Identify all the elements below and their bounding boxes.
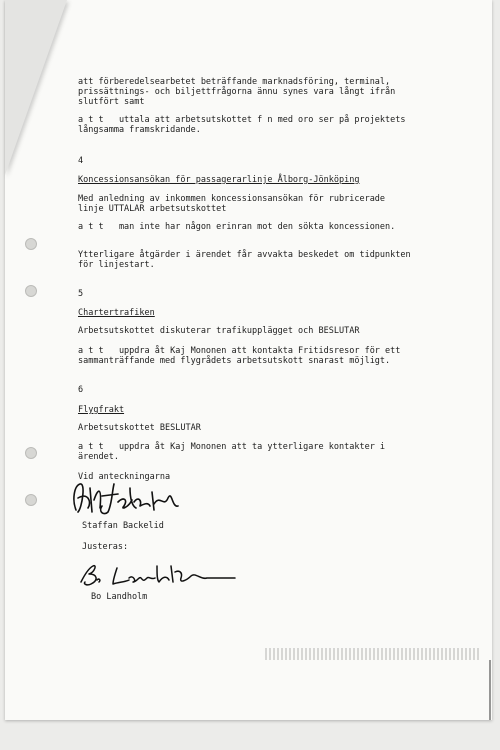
punch-hole (25, 285, 37, 297)
folded-corner (5, 0, 67, 175)
signature-bo-landholm (75, 560, 240, 590)
section-number-6: 6 (78, 385, 84, 395)
section-4-paragraph-2: a t t man inte har någon erinran mot den sökta koncessionen. (78, 222, 396, 232)
document-page (5, 0, 492, 720)
paragraph-concern: a t t uttala att arbetsutskottet f n med oro ser på projektets långsamma framskridande. (78, 115, 406, 135)
section-6-paragraph-1: Arbetsutskottet BESLUTAR (78, 423, 201, 433)
section-5-heading: Chartertrafiken (78, 308, 155, 318)
punch-hole (25, 238, 37, 250)
punch-hole (25, 494, 37, 506)
section-4-heading: Koncessionsansökan för passagerarlinje Ålborg-Jönköping (78, 175, 360, 185)
section-6-heading: Flygfrakt (78, 405, 125, 415)
scan-artifact (265, 648, 480, 660)
scan-edge-mark (489, 660, 491, 720)
section-4-paragraph-3: Ytterligare åtgärder i ärendet får avvakta beskedet om tidpunkten för linjestart. (78, 250, 411, 270)
paragraph-preparatory-work: att förberedelsearbetet beträffande marknadsföring, terminal, prissättnings- och biljettfrågorna ännu synes vara långt ifrån slutfört samt (78, 77, 396, 107)
closing-line: Vid anteckningarna (78, 472, 171, 482)
section-6-paragraph-2: a t t uppdra åt Kaj Mononen att ta ytterligare kontakter i ärendet. (78, 442, 386, 462)
punch-hole (25, 447, 37, 459)
section-number-4: 4 (78, 156, 84, 166)
justeras-label: Justeras: (82, 542, 129, 552)
section-5-paragraph-1: Arbetsutskottet diskuterar trafikupplägget och BESLUTAR (78, 326, 360, 336)
signer-name-2: Bo Landholm (91, 592, 148, 602)
signer-name-1: Staffan Backelid (82, 521, 164, 531)
section-number-5: 5 (78, 289, 84, 299)
section-5-paragraph-2: a t t uppdra åt Kaj Mononen att kontakta Fritidsresor för ett sammanträffande med flygrådets arbetsutskott snarast möjligt. (78, 346, 401, 366)
signature-staffan-backelid (68, 478, 193, 518)
section-4-paragraph-1: Med anledning av inkommen koncessionsansökan för rubricerade linje UTTALAR arbetsutskottet (78, 194, 386, 214)
